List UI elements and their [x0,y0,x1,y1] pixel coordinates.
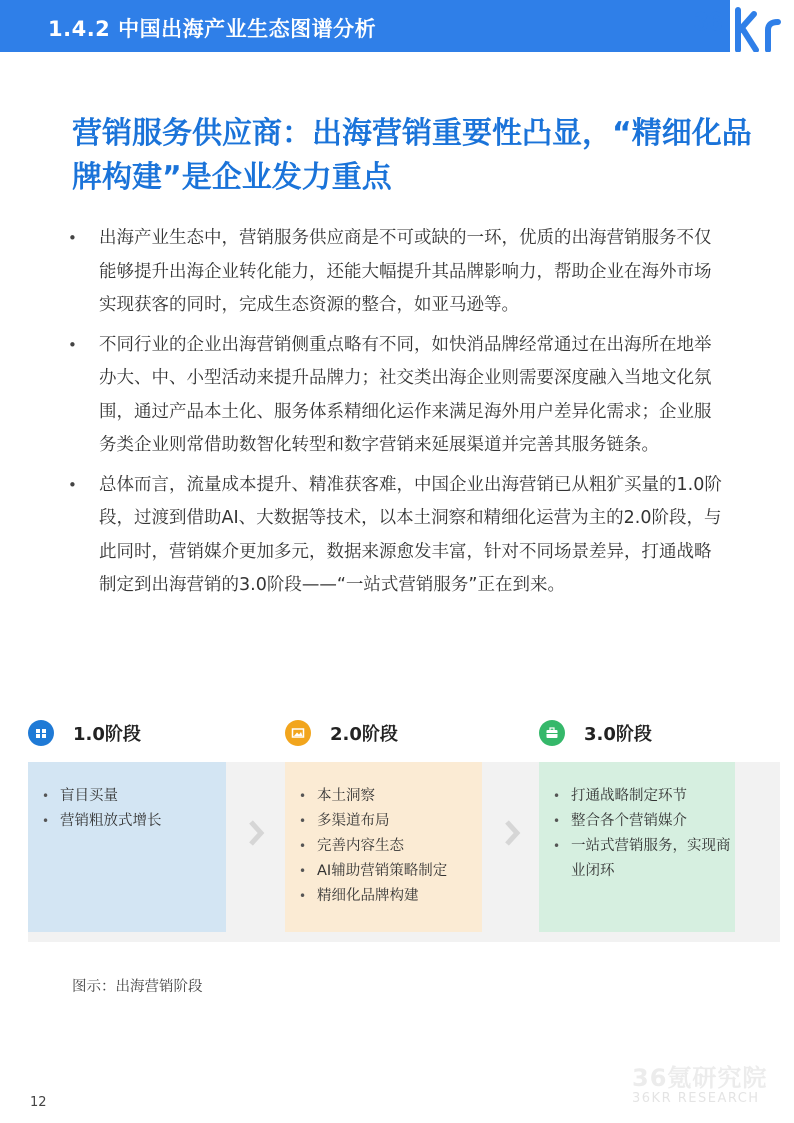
bullet-dot-icon: • [42,814,50,828]
stage-header-1 [28,718,141,748]
bullet-dot-icon: • [299,864,307,878]
bullet-dot-icon: • [42,789,50,803]
bullet-dot-icon: • [68,335,77,354]
list-item: • 出海产业生态中，营销服务供应商是不可或缺的一环，优质的出海营销服务不仅能够提升出海企业转化能力，还能大幅提升其品牌影响力，帮助企业在海外市场实现获客的同时，完成生态资源的整合，如亚马逊等。 [68,222,728,323]
page-number: 12 [30,1095,47,1110]
watermark [632,1058,767,1106]
page-section-title: 1.4.2 中国出海产业生态图谱分析 [48,17,377,41]
bullet-dot-icon: • [299,814,307,828]
svg-text:36: 36 [694,6,723,36]
cube-icon [28,720,54,746]
bullet-list [68,222,728,609]
figure-caption: 图示：出海营销阶段 [72,979,203,995]
list-item: • 营销粗放式增长 [42,809,226,834]
stage-title: 3.0阶段 [584,724,652,745]
list-item: • 本土洞察 [299,784,482,809]
bullet-dot-icon: • [68,475,77,494]
list-item: • 精细化品牌构建 [299,884,482,909]
list-item: • 不同行业的企业出海营销侧重点略有不同，如快消品牌经常通过在出海所在地举办大、中、小型活动来提升品牌力；社交类出海企业则需要深度融入当地文化氛围，通过产品本土化、服务体系精细化运作来满足海外用户差异化需求；企业服务类企业则常借助数智化转型和数字营销来延展渠道并完善其服务链条。 [68,329,728,463]
bullet-dot-icon: • [299,889,307,903]
headline: 营销服务供应商：出海营销重要性凸显，“精细化品牌构建”是企业发力重点 [72,116,752,195]
stage-header-3 [539,718,652,748]
bullet-dot-icon: • [68,229,77,247]
bullet-dot-icon: • [299,839,307,853]
chevron-right-icon [247,820,267,846]
list-item: • 总体而言，流量成本提升、精准获客难，中国企业出海营销已从粗犷买量的1.0阶段，过渡到借助AI、大数据等技术，以本土洞察和精细化运营为主的2.0阶段，与此同时，营销媒介更加多元，数据来源愈发丰富，针对不同场景差异，打通战略制定到出海营销的3.0阶段——“一站式营销服务”正在到来。 [68,469,728,603]
stage-card-2 [285,762,482,932]
bullet-dot-icon: • [553,839,561,853]
watermark-line1: 36氪研究院 [632,1064,768,1092]
list-item: • 整合各个营销媒介 [553,809,735,834]
list-item: • 多渠道布局 [299,809,482,834]
36kr-logo [694,0,794,52]
stage-title: 1.0阶段 [73,724,141,745]
briefcase-icon [539,720,565,746]
stage-card-3 [539,762,735,932]
bullet-dot-icon: • [299,789,307,803]
bullet-dot-icon: • [553,814,561,828]
list-item: • 一站式营销服务，实现商业闭环 [553,834,735,884]
chevron-right-icon [503,820,523,846]
stage-card-1 [28,762,226,932]
list-item: • 完善内容生态 [299,834,482,859]
list-item: • 盲目买量 [42,784,226,809]
image-icon [285,720,311,746]
list-item: • AI辅助营销策略制定 [299,859,482,884]
bullet-dot-icon: • [553,789,561,803]
list-item: • 打通战略制定环节 [553,784,735,809]
stage-title: 2.0阶段 [330,724,398,745]
stage-header-2 [285,718,398,748]
watermark-line2: 36KR RESEARCH [632,1091,760,1106]
